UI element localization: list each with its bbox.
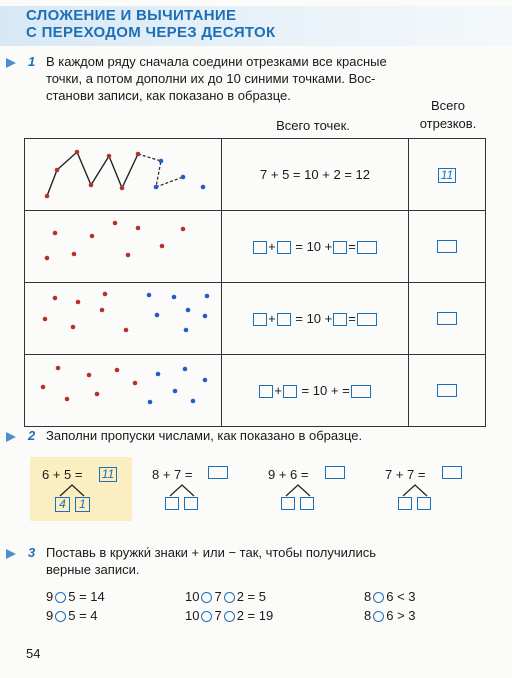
sign-exercise: 10 7 2 = 19: [185, 608, 274, 623]
answer-box[interactable]: [184, 497, 198, 510]
task-1-number: 1: [28, 54, 36, 69]
sign-exercise: 8 6 > 3: [364, 608, 416, 623]
dots-drawing: [25, 355, 221, 421]
segments-box[interactable]: [437, 240, 457, 253]
task-marker-icon: [6, 58, 16, 68]
task-2-expr: 8 + 7 =: [152, 467, 193, 482]
sign-circle[interactable]: [373, 611, 384, 622]
dots-drawing: [25, 283, 221, 349]
segments-box[interactable]: [437, 312, 457, 325]
sample-dots-drawing: [25, 139, 221, 205]
sign-circle[interactable]: [224, 592, 235, 603]
answer-box[interactable]: [325, 466, 345, 479]
sign-circle[interactable]: [55, 592, 66, 603]
page-number: 54: [26, 646, 41, 661]
answer-box[interactable]: [277, 241, 291, 254]
dots-table: [24, 138, 486, 427]
column-header-segments-2: отрезков.: [419, 116, 477, 131]
answer-box[interactable]: [165, 497, 179, 510]
task-marker-icon: [6, 549, 16, 559]
column-header-points: Всего точек.: [276, 118, 350, 133]
sign-exercise: 9 5 = 14: [46, 589, 105, 604]
answer-box[interactable]: [253, 313, 267, 326]
sample-equation: 7 + 5 = 10 + 2 = 12: [222, 139, 409, 211]
table-row-sample: [25, 139, 486, 211]
dots-cell: [25, 355, 222, 427]
sign-exercise: 8 6 < 3: [364, 589, 416, 604]
segments-cell: [409, 283, 486, 355]
sign-exercise: 9 5 = 4: [46, 608, 98, 623]
sign-circle[interactable]: [224, 611, 235, 622]
task-3-text-line-1: Поставь в кружки́ знаки + или − так, чтобы получились: [46, 545, 377, 560]
answer-box[interactable]: [357, 241, 377, 254]
table-row: [25, 211, 486, 283]
sample-segments-box: 11: [438, 168, 456, 183]
segments-cell: [409, 355, 486, 427]
answer-box[interactable]: [277, 313, 291, 326]
answer-box[interactable]: [281, 497, 295, 510]
task-3-text-line-2: верные записи.: [46, 562, 140, 577]
segments-cell: [409, 211, 486, 283]
task-1-text-line-1: В каждом ряду сначала соедини отрезками все красные: [46, 54, 387, 69]
task-1-text-line-2: точки, а потом дополни их до 10 синими точками. Вос-: [46, 71, 376, 86]
row-equation: + = 10 + =: [222, 283, 409, 355]
title-line-2: С ПЕРЕХОДОМ ЧЕРЕЗ ДЕСЯТОК: [26, 24, 276, 41]
row-equation: + = 10 + =: [222, 355, 409, 427]
answer-box[interactable]: [417, 497, 431, 510]
title-line-1: СЛОЖЕНИЕ И ВЫЧИТАНИЕ: [26, 7, 237, 24]
answer-box[interactable]: [253, 241, 267, 254]
task-2-sample-expr: 6 + 5 =: [42, 467, 83, 482]
task-2-expr: 7 + 7 =: [385, 467, 426, 482]
table-row: [25, 283, 486, 355]
dots-cell: [25, 139, 222, 211]
answer-box[interactable]: [442, 466, 462, 479]
sign-circle[interactable]: [373, 592, 384, 603]
answer-box[interactable]: [300, 497, 314, 510]
dots-cell: [25, 211, 222, 283]
dots-drawing: [25, 211, 221, 277]
row-equation: + = 10 + =: [222, 211, 409, 283]
sign-circle[interactable]: [201, 592, 212, 603]
task-2-sample-split-b: 1: [75, 497, 90, 512]
answer-box[interactable]: [259, 385, 273, 398]
answer-box[interactable]: [333, 241, 347, 254]
sign-exercise: 10 7 2 = 5: [185, 589, 266, 604]
segments-box[interactable]: [437, 384, 457, 397]
sample-segments-cell: [409, 139, 486, 211]
column-header-segments-1: Всего: [430, 98, 466, 113]
split-lines: [278, 483, 318, 497]
answer-box[interactable]: [357, 313, 377, 326]
task-3-number: 3: [28, 545, 36, 560]
task-2-sample-split-a: 4: [55, 497, 70, 512]
answer-box[interactable]: [351, 385, 371, 398]
task-1-text-line-3: станови записи, как показано в образце.: [46, 88, 291, 103]
split-lines: [395, 483, 435, 497]
split-lines: [162, 483, 202, 497]
split-lines: [52, 483, 92, 497]
task-2-number: 2: [28, 428, 36, 443]
answer-box[interactable]: [208, 466, 228, 479]
table-row: [25, 355, 486, 427]
answer-box[interactable]: [333, 313, 347, 326]
task-2-text: Заполни пропуски числами, как показано в образце.: [46, 428, 363, 443]
sign-circle[interactable]: [55, 611, 66, 622]
answer-box[interactable]: [283, 385, 297, 398]
task-2-sample-answer: 11: [99, 467, 117, 482]
task-2-expr: 9 + 6 =: [268, 467, 309, 482]
dots-cell: [25, 283, 222, 355]
task-marker-icon: [6, 432, 16, 442]
sign-circle[interactable]: [201, 611, 212, 622]
answer-box[interactable]: [398, 497, 412, 510]
